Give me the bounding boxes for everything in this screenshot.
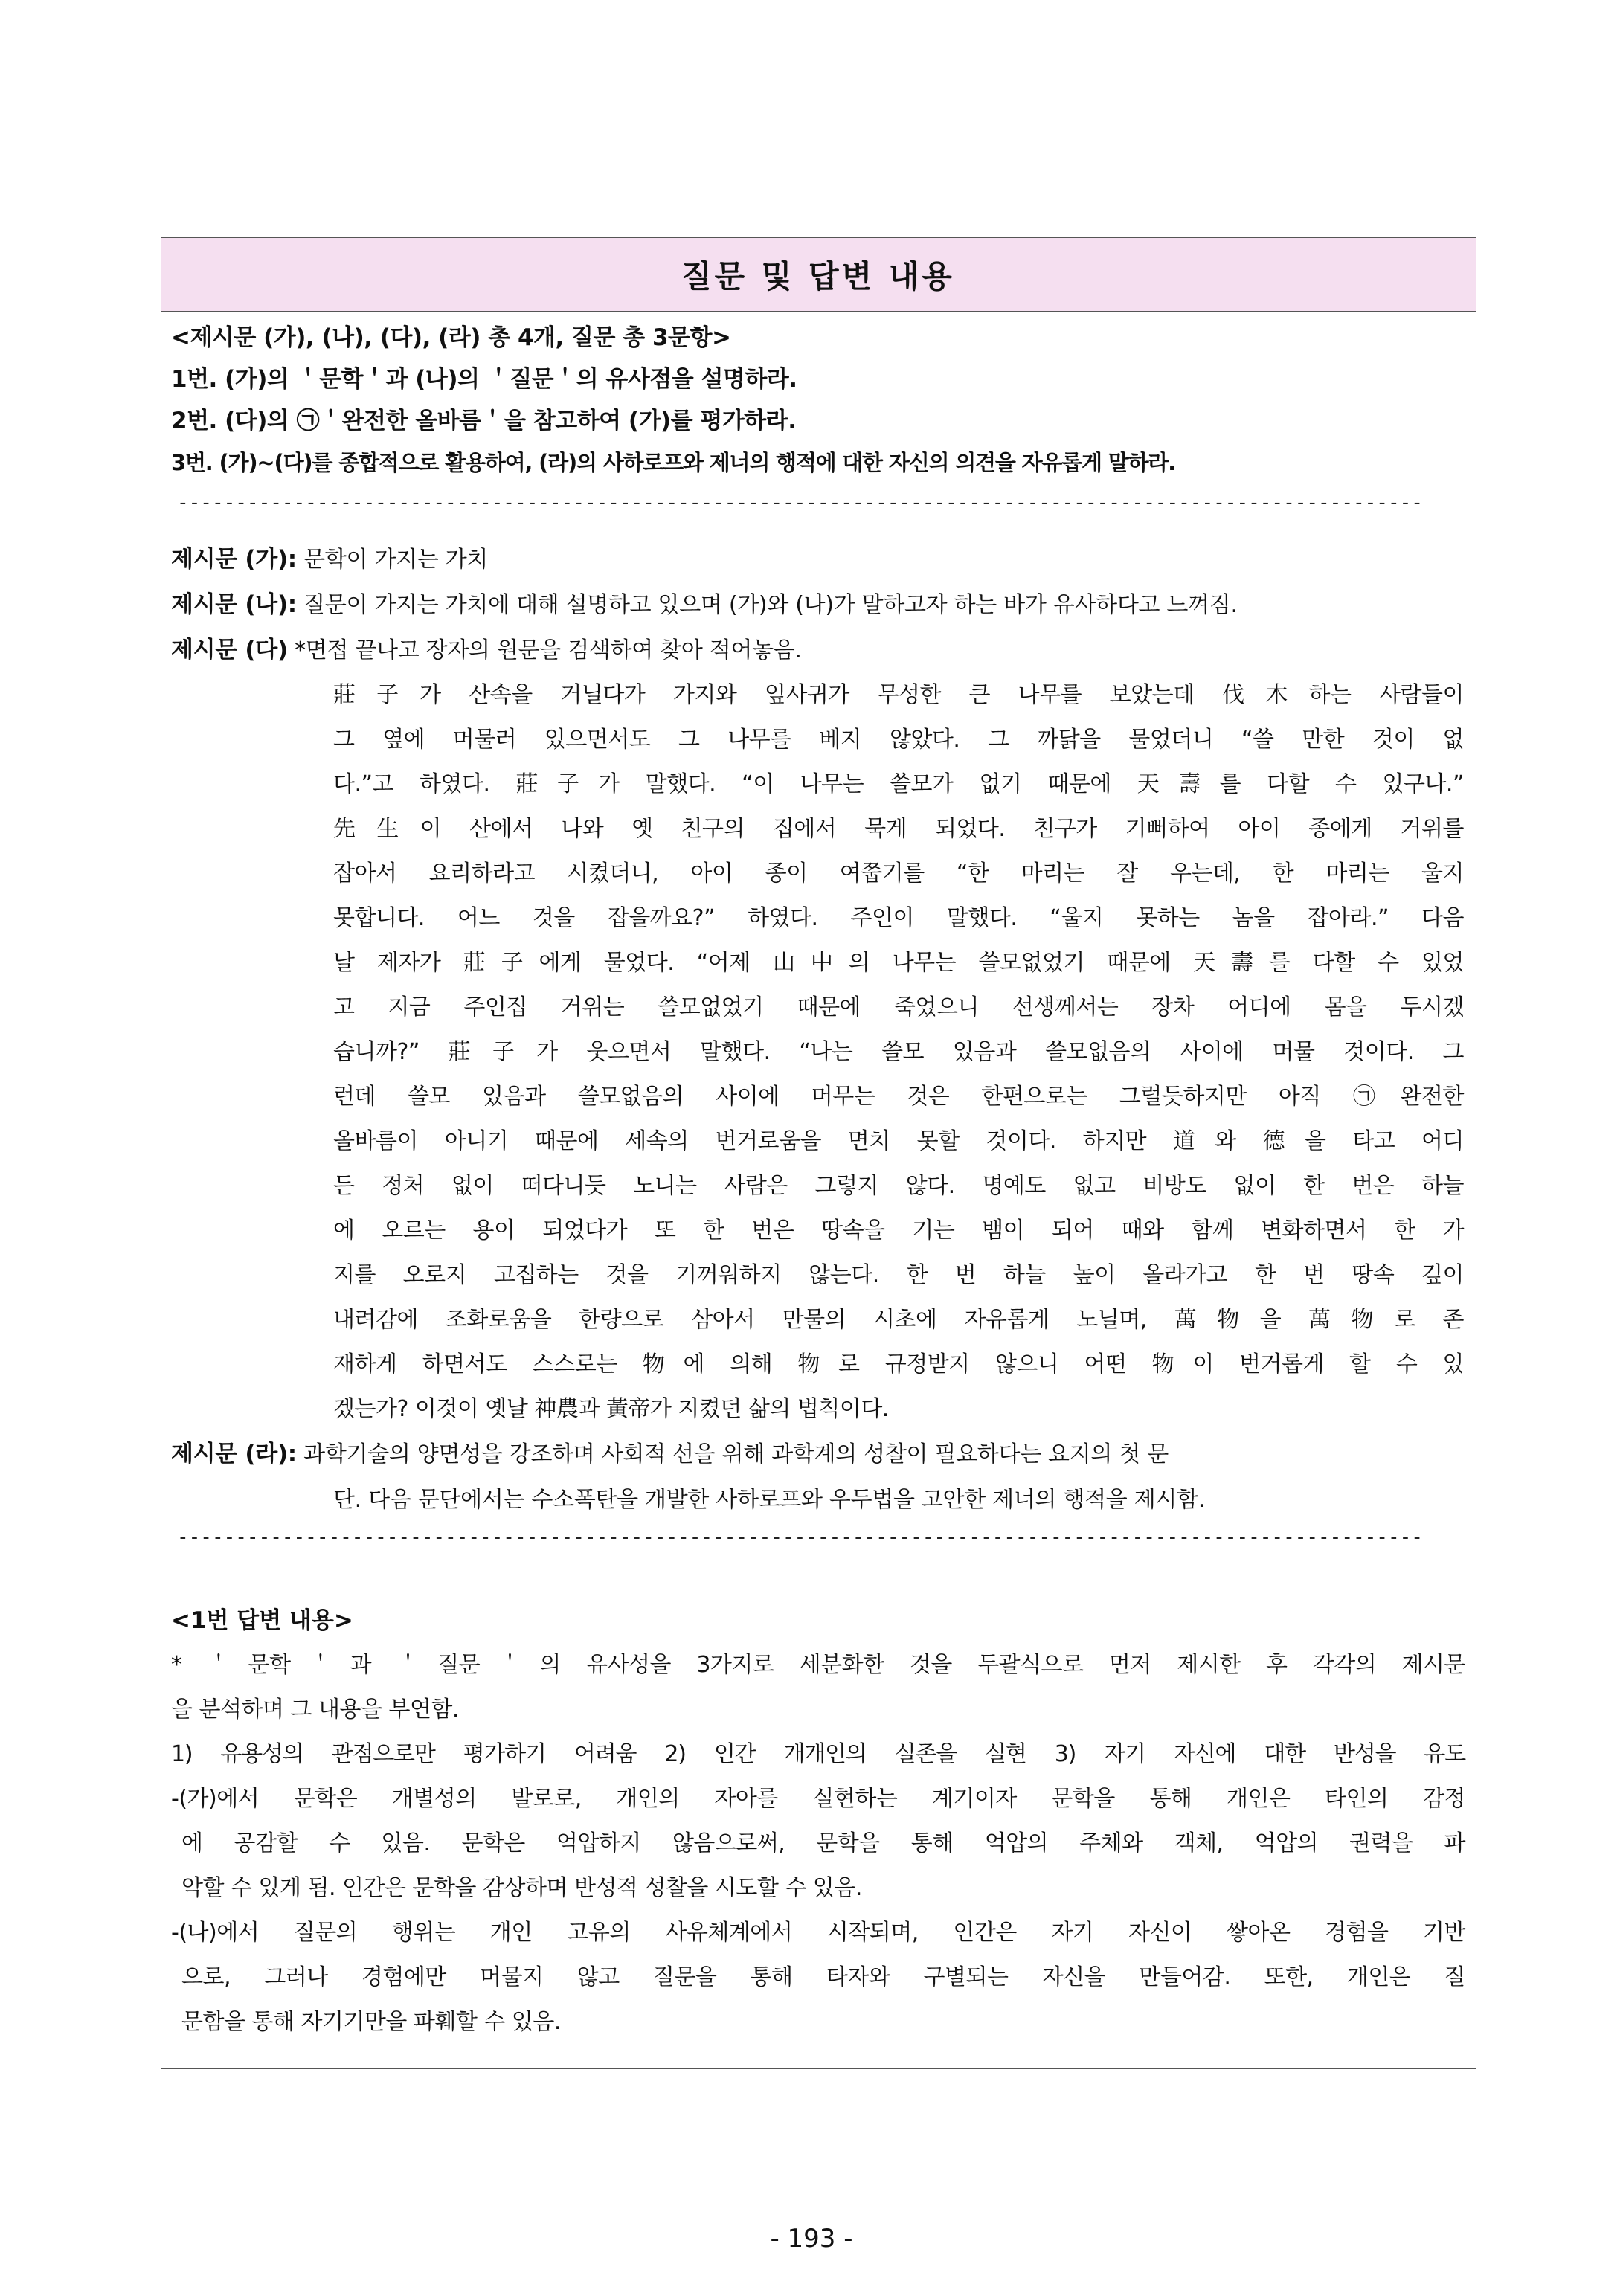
- passage-ra-line: 과학기술의 양면성을 강조하며 사회적 선을 위해 과학계의 성찰이 필요하다는 요지의 첫 문: [303, 1441, 1169, 1467]
- passage-da-line: 에 오르는 용이 되었다가 또 한 번은 땅속을 기는 뱀이 되어 때와 함께 변화하면서 한 가: [333, 1218, 1464, 1244]
- passage-ra-line: 단. 다음 문단에서는 수소폭탄을 개발한 사하로프와 우두법을 고안한 제너의 행적을 제시함.: [333, 1487, 1205, 1513]
- passage-da-line: 재하게 하면서도 스스로는 物에 의해 物로 규정받지 않으니 어떤 物이 번거롭게 할 수 있: [333, 1351, 1464, 1377]
- question-1: 1번. (가)의 ＇문학＇과 (나)의 ＇질문＇의 유사점을 설명하라.: [171, 366, 797, 393]
- passage-da-note: *면접 끝나고 장자의 원문을 검색하여 찾아 적어놓음.: [295, 637, 802, 663]
- passage-da-line: 先生이 산에서 나와 옛 친구의 집에서 묵게 되었다. 친구가 기뻐하여 아이 종에게 거위를: [333, 816, 1464, 842]
- answer1-line: -(나)에서 질문의 행위는 개인 고유의 사유체계에서 시작되며, 인간은 자기 자신이 쌓아온 경험을 기반: [171, 1920, 1465, 1946]
- passage-da-label: 제시문 (다): [171, 637, 288, 663]
- passage-da-line: 고 지금 주인집 거위는 쓸모없었기 때문에 죽었으니 선생께서는 장차 어디에 몸을 두시겠: [333, 994, 1464, 1020]
- passage-da-line: 런데 쓸모 있음과 쓸모없음의 사이에 머무는 것은 한편으로는 그럴듯하지만 아직 ㉠완전한: [333, 1084, 1464, 1110]
- qa-section: [161, 237, 1476, 2045]
- passage-ra-label: 제시문 (라):: [171, 1441, 297, 1467]
- passage-ga-text: 문학이 가지는 가치: [303, 547, 489, 573]
- answer1-body: [171, 1643, 1465, 2045]
- answer1-line: -(가)에서 문학은 개별성의 발로로, 개인의 자아를 실현하는 계기이자 문학을 통해 개인은 타인의 감정: [171, 1786, 1465, 1812]
- question-3: 3번. (가)~(다)를 종합적으로 활용하여, (라)의 사하로프와 제너의 행적에 대한 자신의 의견을 자유롭게 말하라.: [171, 450, 1175, 475]
- answer1-block: [161, 1557, 1476, 2045]
- passage-da-line: 겠는가? 이것이 옛날 神農과 黃帝가 지켰던 삶의 법칙이다.: [333, 1396, 889, 1422]
- answer1-title: <1번 답변 내용>: [171, 1607, 353, 1634]
- passage-na-text: 질문이 가지는 가치에 대해 설명하고 있으며 (가)와 (나)가 말하고자 하는 바가 유사하다고 느껴짐.: [303, 592, 1238, 618]
- passage-da-body: [171, 673, 1464, 1432]
- passage-ga: [171, 537, 1465, 582]
- section-bottom-rule: [161, 2068, 1476, 2069]
- answer1-line: 1) 유용성의 관점으로만 평가하기 어려움 2) 인간 개개인의 실존을 실현 3) 자기 자신에 대한 반성을 유도: [171, 1741, 1465, 1767]
- passage-da-line: 잡아서 요리하라고 시켰더니, 아이 종이 여쭙기를 “한 마리는 잘 우는데, 한 마리는 울지: [333, 861, 1464, 887]
- answer1-line: 악할 수 있게 됨. 인간은 문학을 감상하며 반성적 성찰을 시도할 수 있음.: [181, 1875, 862, 1901]
- answer1-line: 을 분석하며 그 내용을 부연함.: [171, 1697, 459, 1723]
- passage-na-label: 제시문 (나):: [171, 591, 297, 618]
- passage-da-line: 못합니다. 어느 것을 잡을까요?” 하였다. 주인이 말했다. “울지 못하는 놈을 잡아라.” 다음: [333, 905, 1464, 931]
- divider-bottom: -----------------------------------------------------------------------------------------------------------: [177, 1526, 1423, 1549]
- passage-ga-label: 제시문 (가):: [171, 546, 297, 573]
- passage-da-line: 그 옆에 머물러 있으면서도 그 나무를 베지 않았다. 그 까닭을 물었더니 “쓸 만한 것이 없: [333, 727, 1464, 753]
- answer1-line: 으로, 그러나 경험에만 머물지 않고 질문을 통해 타자와 구별되는 자신을 만들어감. 또한, 개인은 질: [181, 1964, 1465, 1990]
- answer1-line: * ＇문학＇과 ＇질문＇의 유사성을 3가지로 세분화한 것을 두괄식으로 먼저 제시한 후 각각의 제시문: [171, 1652, 1465, 1678]
- questions-block: [161, 312, 1476, 522]
- passage-ra: [171, 1432, 1465, 1477]
- passage-da-line: 莊子가 산속을 거닐다가 가지와 잎사귀가 무성한 큰 나무를 보았는데 伐木하는 사람들이: [333, 682, 1464, 708]
- passage-da-line: 올바름이 아니기 때문에 세속의 번거로움을 면치 못할 것이다. 하지만 道와 德을 타고 어디: [333, 1128, 1464, 1154]
- answer1-line: 에 공감할 수 있음. 문학은 억압하지 않음으로써, 문학을 통해 억압의 주체와 객체, 억압의 권력을 파: [181, 1830, 1465, 1856]
- passage-da-line: 든 정처 없이 떠다니듯 노니는 사람은 그렇지 않다. 명예도 없고 비방도 없이 한 번은 하늘: [333, 1173, 1464, 1199]
- section-title: 질문 및 답변 내용: [681, 258, 955, 295]
- passage-da-line: 다.”고 하였다. 莊子가 말했다. “이 나무는 쓸모가 없기 때문에 天壽를 다할 수 있구나.”: [333, 771, 1464, 797]
- passage-ra-cont: [171, 1477, 1465, 1522]
- passage-da-header: [171, 628, 1465, 673]
- questions-intro: <제시문 (가), (나), (다), (라) 총 4개, 질문 총 3문항>: [171, 324, 731, 351]
- question-2: 2번. (다)의 ㉠＇완전한 올바름＇을 참고하여 (가)를 평가하라.: [171, 408, 797, 434]
- passage-na: [171, 582, 1465, 628]
- divider-top: -----------------------------------------------------------------------------------------------------------: [177, 492, 1423, 514]
- page-number: - 193 -: [770, 2224, 853, 2254]
- passage-da-line: 지를 오로지 고집하는 것을 기꺼워하지 않는다. 한 번 하늘 높이 올라가고 한 번 땅속 깊이: [333, 1262, 1464, 1288]
- passage-da-line: 내려감에 조화로움을 한량으로 삼아서 만물의 시초에 자유롭게 노닐며, 萬物을 萬物로 존: [333, 1307, 1464, 1333]
- passage-da-line: 날 제자가 莊子에게 물었다. “어제 山中의 나무는 쓸모없었기 때문에 天壽를 다할 수 있었: [333, 950, 1464, 976]
- answer1-line: 문함을 통해 자기기만을 파훼할 수 있음.: [181, 2009, 561, 2035]
- section-header: [161, 237, 1476, 312]
- passage-da-line: 습니까?” 莊子가 웃으면서 말했다. “나는 쓸모 있음과 쓸모없음의 사이에 머물 것이다. 그: [333, 1039, 1464, 1065]
- passages-block: [161, 522, 1476, 1557]
